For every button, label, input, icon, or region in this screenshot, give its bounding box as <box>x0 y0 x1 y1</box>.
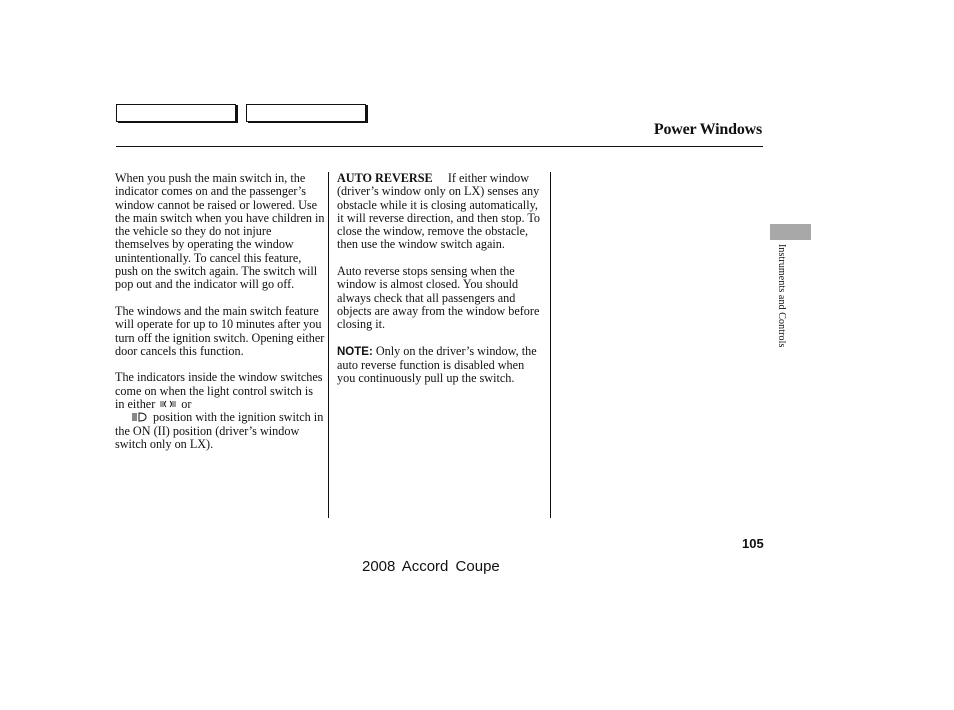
indicators-text-or: or <box>181 397 192 412</box>
text-column-1 <box>115 172 325 465</box>
parking-light-icon <box>158 399 178 409</box>
next-page-button[interactable] <box>246 104 366 122</box>
section-tab[interactable] <box>770 224 811 240</box>
title-divider <box>116 146 763 147</box>
text-column-2 <box>337 172 545 399</box>
paragraph-main-switch-timer: The windows and the main switch feature will operate for up to 10 minutes after you turn off the ignition switch. Opening either door cancels this function. <box>115 303 325 358</box>
paragraph-indicators <box>115 371 325 451</box>
paragraph-auto-reverse-limit: Auto reverse stops sensing when the window is almost closed. You should always check that all passengers and objects are away from the window before closing it. <box>337 264 540 332</box>
paragraph-auto-reverse <box>337 172 545 252</box>
previous-page-button[interactable] <box>116 104 236 122</box>
column-divider-1 <box>328 172 329 518</box>
paragraph-note <box>337 345 545 386</box>
model-label: 2008 Accord Coupe <box>362 558 500 575</box>
column-divider-2 <box>550 172 551 518</box>
page-title: Power Windows <box>653 121 762 138</box>
section-label: Instruments and Controls <box>776 244 787 348</box>
indicators-text-end: position with the ignition switch in the ON (II) position (driver’s window switch only on LX). <box>115 410 324 451</box>
page-number: 105 <box>742 536 764 551</box>
paragraph-main-switch: When you push the main switch in, the indicator comes on and the passenger’s window cannot be raised or lowered. Use the main switch when you have children in the vehicle so they do not injure themselves by operating the window unintentionally. To cancel this feature, push on the switch again. The switch will pop out and the indicator will go off. <box>115 171 325 292</box>
auto-reverse-text: If either window (driver’s window only on LX) senses any obstacle while it is closing automatically, it will reverse direction, and then stop. To close the window, remove the obstacle, then use the window switch again. <box>337 171 541 252</box>
auto-reverse-heading: AUTO REVERSE <box>337 171 433 185</box>
note-text: Only on the driver’s window, the auto reverse function is disabled when you continuously pull up the switch. <box>337 343 537 386</box>
headlight-icon <box>130 412 150 422</box>
indicators-text-start: The indicators inside the window switches come on when the light control switch is in either <box>115 370 323 412</box>
note-label: NOTE: <box>337 345 373 358</box>
